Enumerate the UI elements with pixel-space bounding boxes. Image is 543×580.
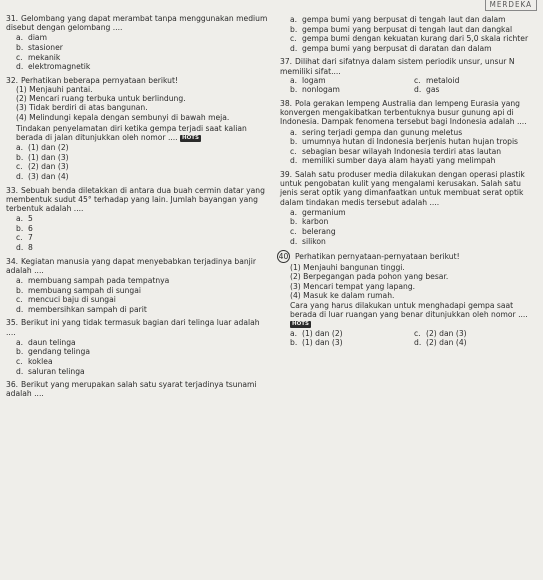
question-32: 32. Perhatikan beberapa pernyataan berikut! (1) Menjauhi pantai. (2) Mencari ruang terbuka untuk berlindung. (3) Tidak berdiri di atas bangunan. (4) Melindungi kepala dengan sembunyi di bawah meja. Tindakan penyelamatan diri ketika gempa terjadi saat kalian berada di jalan ditunjukkan oleh nomor .... HOTS a. (1) dan (2) b. (1) dan (3) c. (2) dan (3) d. (3) dan (4) xyxy=(6,76,268,182)
option-c[interactable]: c. mekanik xyxy=(16,52,61,62)
option-c[interactable]: c. belerang xyxy=(290,226,336,236)
question-31: 31. Gelombang yang dapat merambat tanpa menggunakan medium disebut dengan gelombang .... a. diam b. stasioner c. mekanik d. elektromagnetik xyxy=(6,14,268,72)
option-b[interactable]: b. (1) dan (3) xyxy=(16,152,69,162)
question-40: 40 Perhatikan pernyataan-pernyataan berikut! (1) Menjauhi bangunan tinggi. (2) Berpegangan pada pohon yang besar. (3) Mencari tempat yang lapang. (4) Masuk ke dalam rumah. Cara yang harus dilakukan untuk menghadapi gempa saat berada di luar ruangan yang benar ditunjukkan oleh nomor .... HOTS a. (1) dan (2) c. (2) dan (3) b. (1) dan (3) d. (2) dan (4) xyxy=(280,250,538,348)
option-a[interactable]: a. germanium xyxy=(290,207,346,217)
option-b[interactable]: b. karbon xyxy=(290,217,329,227)
option-b[interactable]: b. (1) dan (3) xyxy=(290,338,343,348)
question-36: 36. Berikut yang merupakan salah satu syarat terjadinya tsunami adalah .... xyxy=(6,380,257,399)
statement-item: (4) Masuk ke dalam rumah. xyxy=(290,290,395,300)
option-c[interactable]: c. sebagian besar wilayah Indonesia terdiri atas lautan xyxy=(290,146,502,156)
option-c[interactable]: c. 7 xyxy=(16,233,33,243)
right-column xyxy=(280,14,538,352)
option-c[interactable]: c. mencuci baju di sungai xyxy=(16,295,116,305)
option-d[interactable]: d. silikon xyxy=(290,236,326,246)
option-b[interactable]: b. stasioner xyxy=(16,43,63,52)
statement-item: (1) Menjauhi pantai. xyxy=(16,84,93,94)
option-c[interactable]: c. (2) dan (3) xyxy=(414,328,467,338)
hots-badge: HOTS xyxy=(182,134,200,141)
option-b[interactable]: b. gendang telinga xyxy=(16,347,90,357)
option-d[interactable]: d. gas xyxy=(414,85,440,95)
option-b[interactable]: b. umumnya hutan di Indonesia berjenis hutan hujan tropis xyxy=(290,137,519,147)
option-b[interactable]: b. 6 xyxy=(16,223,33,233)
question-38: 38. Pola gerakan lempeng Australia dan lempeng Eurasia yang konvergen mengakibatkan terbentuknya busur gunung api di Indonesia. Dampak fenomena tersebut bagi Indonesia adalah .... a. sering terjadi gempa dan gunung meletus b. umumnya hutan di Indonesia berjenis hutan hujan tropis c. sebagian besar wilayah Indonesia terdiri atas lautan d. memiliki sumber daya alam hayati yang melimpah xyxy=(280,99,538,166)
option-a[interactable]: a. (1) dan (2) xyxy=(16,143,69,153)
option-d[interactable]: d. elektromagnetik xyxy=(16,62,91,72)
option-c[interactable]: c. metaloid xyxy=(414,75,460,85)
question-stem: Gelombang yang dapat merambat tanpa menggunakan medium disebut dengan gelombang .... xyxy=(6,14,268,33)
statement-item: (3) Tidak berdiri di atas bangunan. xyxy=(16,103,148,113)
option-b[interactable]: b. gempa bumi yang berpusat di tengah laut dan dangkal xyxy=(290,24,513,34)
question-33: 33. Sebuah benda diletakkan di antara dua buah cermin datar yang membentuk sudut 45° terhadap yang lain. Jumlah bayangan yang terbentuk adalah .... a. 5 b. 6 c. 7 d. 8 xyxy=(6,186,268,253)
option-b[interactable]: b. membuang sampah di sungai xyxy=(16,285,142,295)
option-c[interactable]: c. gempa bumi dengan kekuatan kurang dari 5,0 skala richter xyxy=(290,34,529,44)
option-a[interactable]: a. sering terjadi gempa dan gunung meletus xyxy=(290,127,463,137)
statement-item: (3) Mencari tempat yang lapang. xyxy=(290,281,416,291)
option-d[interactable]: d. memiliki sumber daya alam hayati yang melimpah xyxy=(290,156,496,166)
statement-item: (4) Melindungi kepala dengan sembunyi di bawah meja. xyxy=(16,112,230,122)
option-a[interactable]: a. gempa bumi yang berpusat di tengah laut dan dalam xyxy=(290,15,506,24)
option-d[interactable]: d. (2) dan (4) xyxy=(414,338,467,348)
option-a[interactable]: a. membuang sampah pada tempatnya xyxy=(16,275,170,285)
option-d[interactable]: d. 8 xyxy=(16,242,33,252)
option-a[interactable]: a. 5 xyxy=(16,214,33,224)
question-37: 37. Dilihat dari sifatnya dalam sistem periodik unsur, unsur N memiliki sifat.... a. logam c. metaloid b. nonlogam d. gas xyxy=(280,57,538,95)
question-39: 39. Salah satu produser media dilakukan dengan operasi plastik untuk pengobatan kulit yang mengalami kerusakan. Salah satu jenis serat optik yang dimanfaatkan untuk membuat serat optik dalam tindakan medis tersebut adalah .... a. germanium b. karbon c. belerang d. silikon xyxy=(280,170,538,246)
left-column xyxy=(6,14,268,403)
option-a[interactable]: a. daun telinga xyxy=(16,337,76,347)
option-d[interactable]: d. saluran telinga xyxy=(16,366,85,376)
option-a[interactable]: a. diam xyxy=(16,33,47,43)
statement-item: (2) Berpegangan pada pohon yang besar. xyxy=(290,272,449,282)
hots-badge: HOTS xyxy=(292,320,309,327)
option-d[interactable]: d. gempa bumi yang berpusat di daratan dan dalam xyxy=(290,43,492,53)
question-34: 34. Kegiatan manusia yang dapat menyebabkan terjadinya banjir adalah .... a. membuang sampah pada tempatnya b. membuang sampah di sungai c. mencuci baju di sungai d. membersihkan sampah di parit xyxy=(6,257,268,315)
option-a[interactable]: a. logam xyxy=(290,75,326,85)
statement-item: (2) Mencari ruang terbuka untuk berlindung. xyxy=(16,94,186,104)
question-35: 35. Berikut ini yang tidak termasuk bagian dari telinga luar adalah .... a. daun telinga b. gendang telinga c. koklea d. saluran telinga xyxy=(6,318,268,376)
statement-item: (1) Menjauhi bangunan tinggi. xyxy=(290,263,405,273)
circled-number: 40 xyxy=(278,252,289,262)
option-d[interactable]: d. (3) dan (4) xyxy=(16,171,69,181)
option-d[interactable]: d. membersihkan sampah di parit xyxy=(16,304,147,314)
header-tag: MERDEKA xyxy=(485,0,537,11)
question-36-options xyxy=(280,15,538,53)
option-c[interactable]: c. (2) dan (3) xyxy=(16,162,69,172)
option-c[interactable]: c. koklea xyxy=(16,356,53,366)
option-a[interactable]: a. (1) dan (2) xyxy=(290,328,343,338)
option-b[interactable]: b. nonlogam xyxy=(290,85,340,95)
